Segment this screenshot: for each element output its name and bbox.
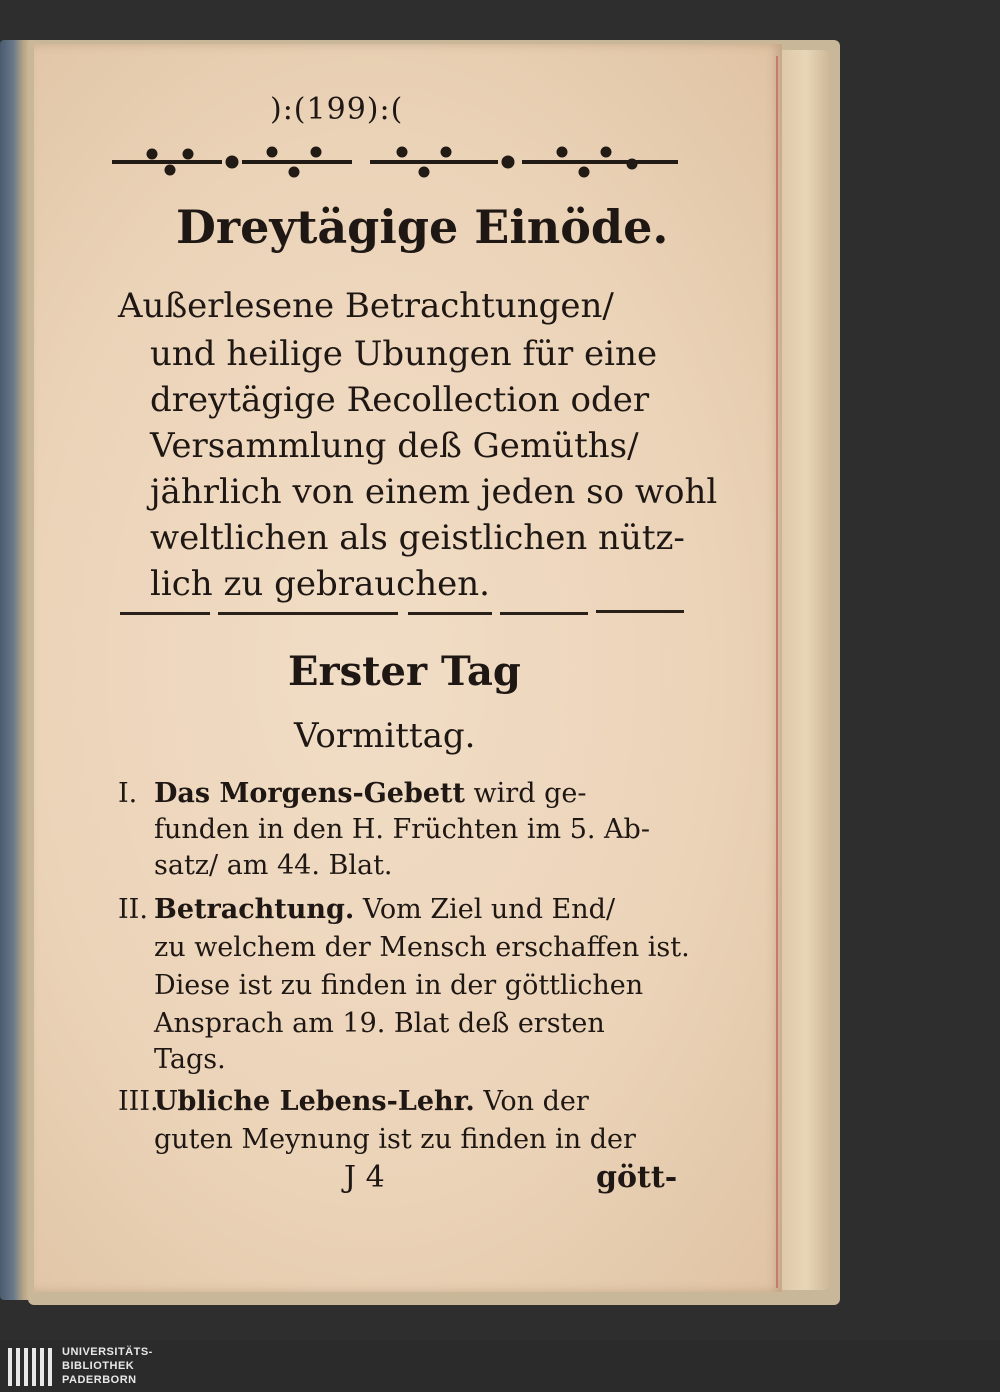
item-number: III.	[118, 1086, 159, 1117]
subtitle-line: jährlich von einem jeden so wohl	[150, 472, 718, 512]
library-logo-icon	[6, 1346, 56, 1388]
item-line-bold: Betrachtung.	[154, 894, 355, 925]
divider-rule	[408, 612, 492, 615]
subtitle-line: Außerlesene Betrachtungen/	[118, 286, 614, 326]
item-line	[154, 1044, 226, 1075]
subtitle-line: lich zu gebrauchen.	[150, 564, 490, 604]
item-line	[154, 850, 393, 881]
subtitle-line: und heilige Ubungen für eine	[150, 334, 658, 374]
item-line-text: zu welchem der Mensch erschaffen ist.	[154, 932, 690, 963]
library-name-line: PADERBORN	[62, 1374, 137, 1386]
item-line-text: Ansprach am 19. Blat deß ersten	[154, 1008, 605, 1039]
item-line-bold: Das Morgens-Gebett	[154, 778, 465, 809]
item-line	[154, 778, 586, 809]
item-number: II.	[118, 894, 148, 925]
item-line	[154, 1124, 636, 1155]
item-line-text: guten Meynung ist zu finden in der	[154, 1124, 636, 1155]
item-line-text: satz/ am 44. Blat.	[154, 850, 393, 881]
subtitle-line: weltlichen als geistlichen nütz-	[150, 518, 685, 558]
item-line	[154, 814, 650, 845]
day-heading: Erster Tag	[288, 648, 521, 695]
item-line-bold: Ubliche Lebens-Lehr.	[154, 1086, 475, 1117]
item-line-text: Von der	[474, 1086, 589, 1117]
divider-rule	[218, 612, 398, 615]
item-line-text: Diese ist zu finden in der göttlichen	[154, 970, 644, 1001]
divider-rule	[596, 610, 684, 613]
page-edge-line	[776, 56, 778, 1288]
ornament-divider	[112, 140, 678, 186]
item-line	[154, 1008, 605, 1039]
catchword: gött-	[596, 1160, 678, 1195]
page-title: Dreytägige Einöde.	[176, 200, 669, 254]
page-header: ):(199):(	[270, 92, 404, 127]
item-line	[154, 970, 643, 1001]
subtitle-line: Versammlung deß Gemüths/	[150, 426, 639, 466]
divider-rule	[120, 612, 210, 615]
item-line	[154, 1086, 589, 1117]
item-line	[154, 894, 615, 925]
divider-rule	[500, 612, 588, 615]
item-line-text: wird ge-	[464, 778, 587, 809]
item-line-text: Tags.	[154, 1044, 226, 1075]
item-line	[154, 932, 690, 963]
item-line-text: funden in den H. Früchten im 5. Ab-	[154, 814, 650, 845]
item-line-text: Vom Ziel und End/	[354, 894, 616, 925]
library-name-line: BIBLIOTHEK	[62, 1360, 135, 1372]
library-name-line: UNIVERSITÄTS-	[62, 1346, 153, 1358]
subtitle-line: dreytägige Recollection oder	[150, 380, 650, 420]
signature-mark: J 4	[344, 1160, 385, 1195]
item-number: I.	[118, 778, 138, 809]
section-heading: Vormittag.	[294, 716, 476, 756]
